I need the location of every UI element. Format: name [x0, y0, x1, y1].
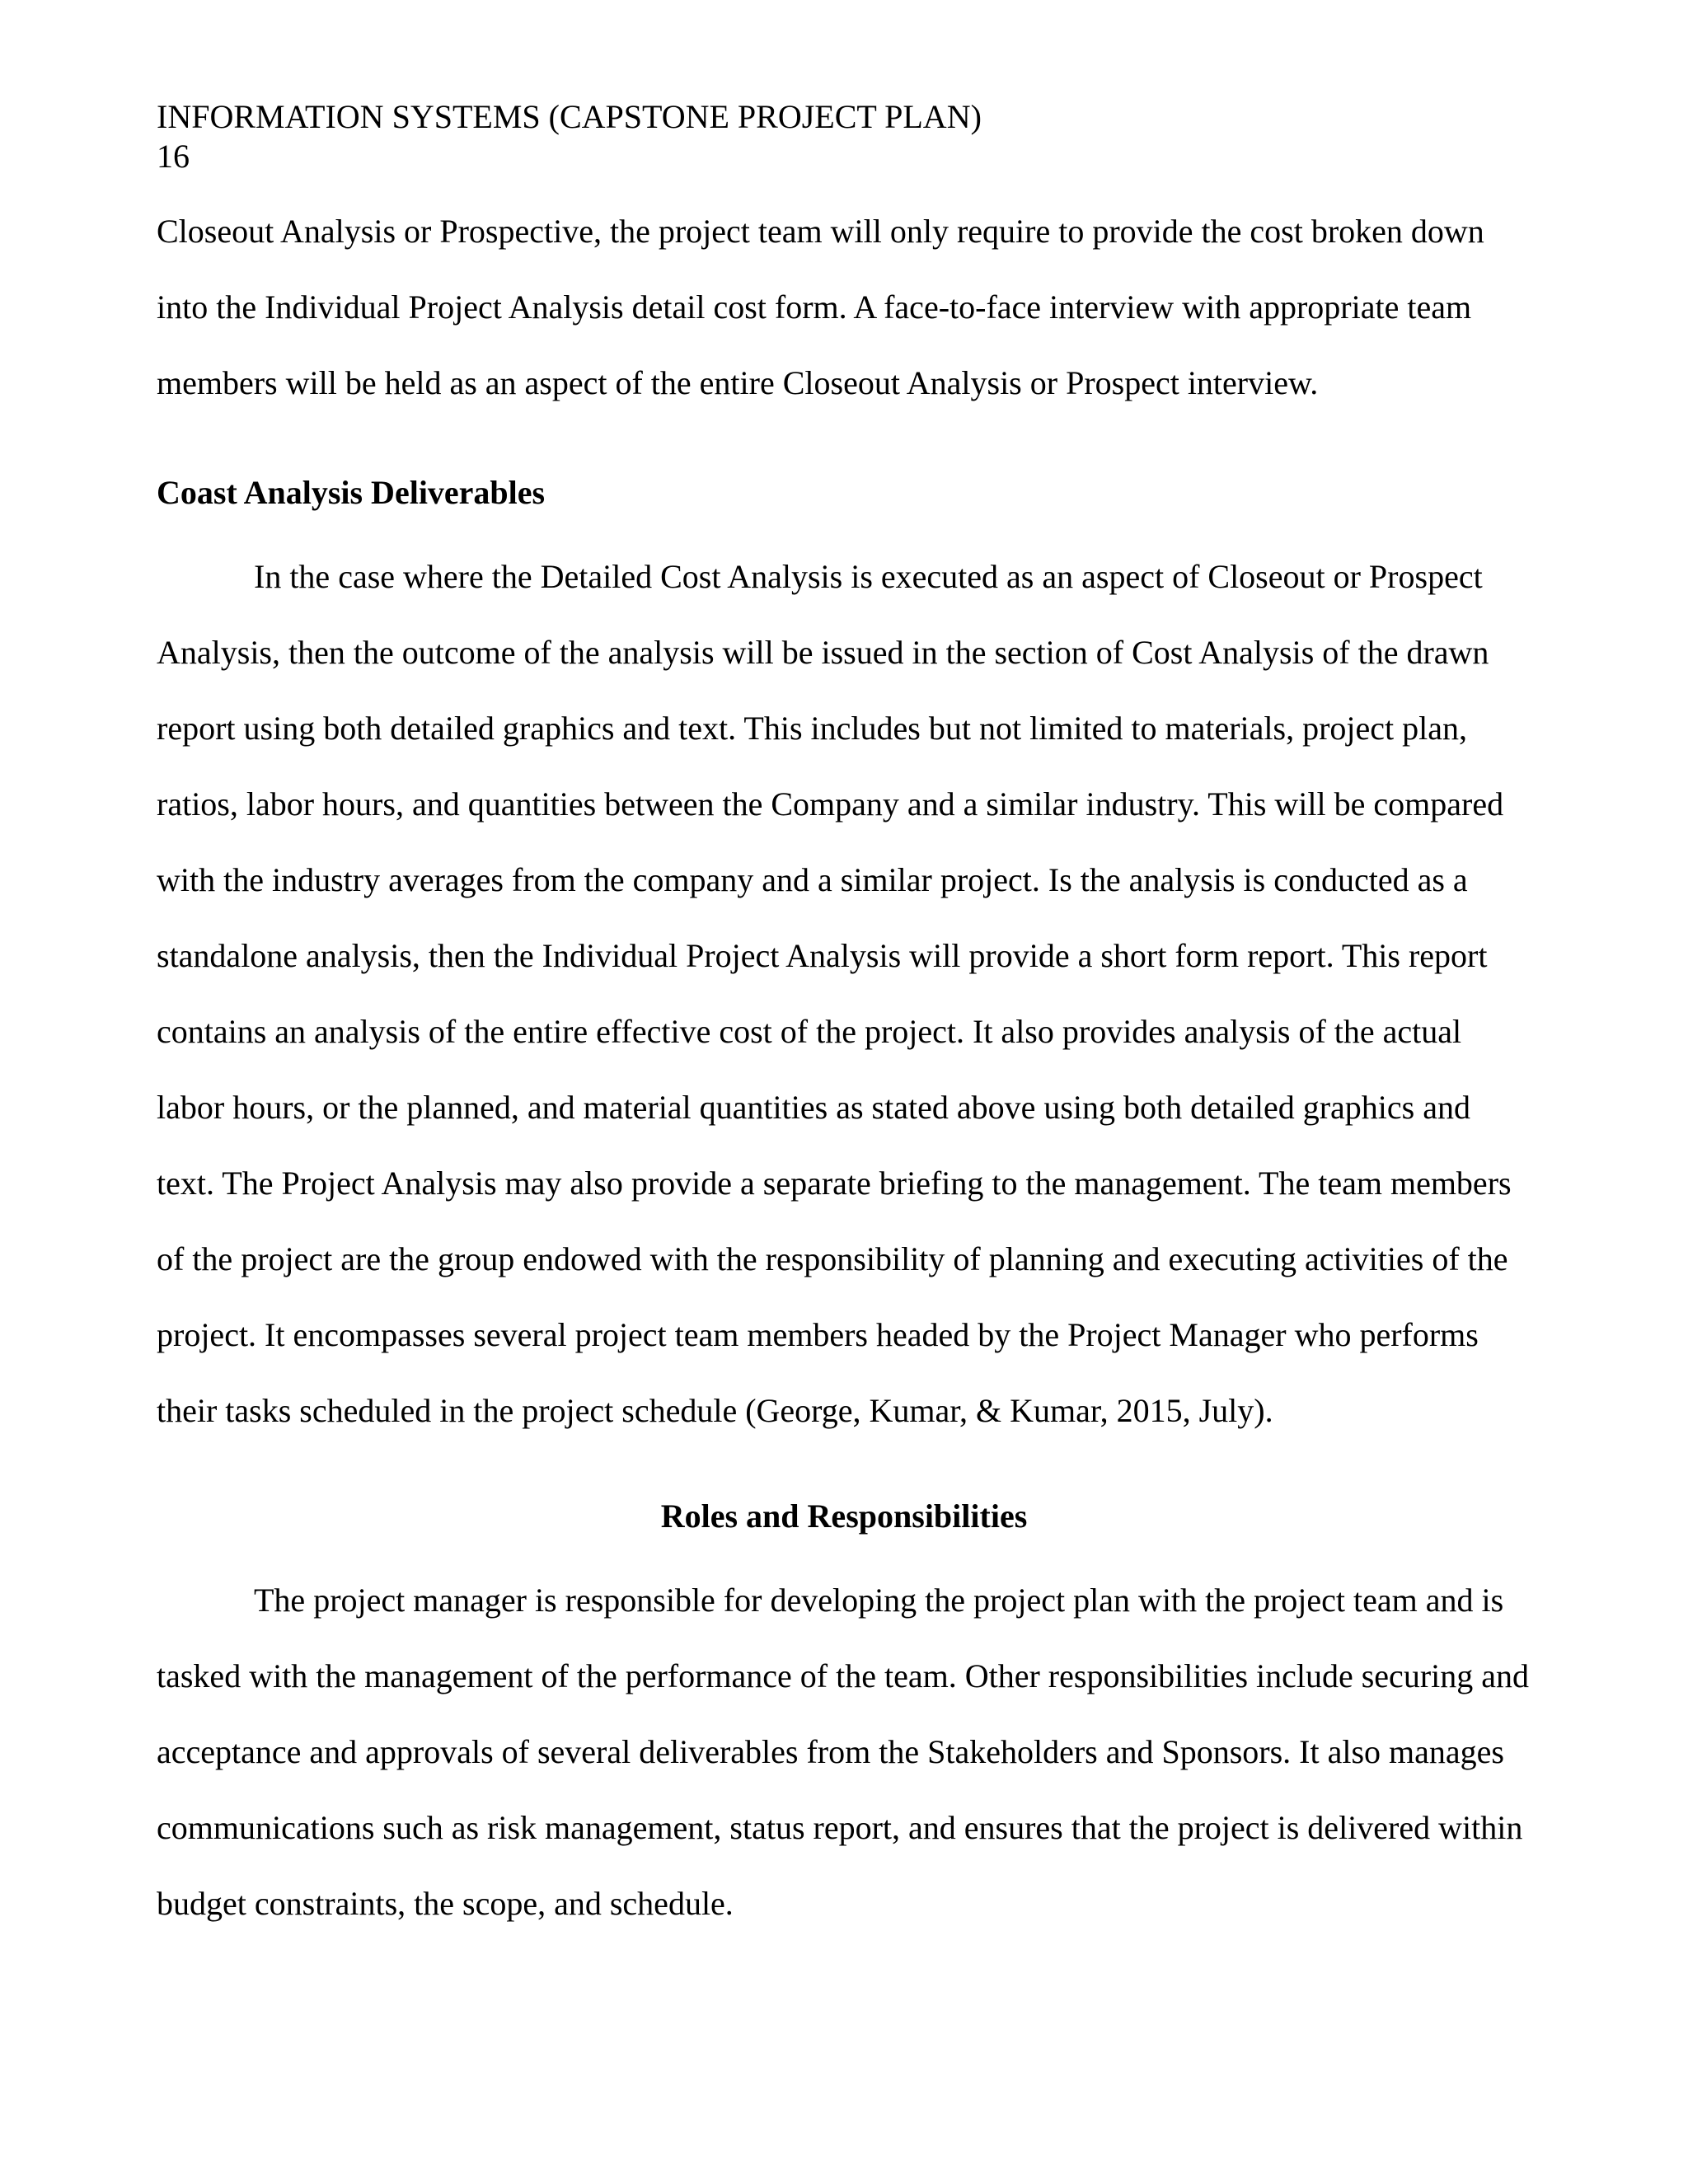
running-header-title: INFORMATION SYSTEMS (CAPSTONE PROJECT PLAN) — [157, 98, 982, 135]
roles-paragraph: The project manager is responsible for developing the project plan with the project team and is tasked with the management of the performance of the team. Other responsibilities include securing and acceptance and approvals of several deliverables from the Stakeholders and Sponsors. It also manages communications such as risk management, status report, and ensures that the project is delivered within budget constraints, the scope, and schedule. — [157, 1582, 1529, 1922]
cost-analysis-paragraph: In the case where the Detailed Cost Analysis is executed as an aspect of Closeout or Prospect Analysis, then the outcome of the analysis will be issued in the section of Cost Analysis of the drawn report using both detailed graphics and text. This includes but not limited to materials, project plan, ratios, labor hours, and quantities between the Company and a similar industry. This will be compared with the industry averages from the company and a similar project. Is the analysis is conducted as a standalone analysis, then the Individual Project Analysis will provide a short form report. This report contains an analysis of the entire effective cost of the project. It also provides analysis of the actual labor hours, or the planned, and material quantities as stated above using both detailed graphics and text. The Project Analysis may also provide a separate briefing to the management. The team members of the project are the group endowed with the responsibility of planning and executing activities of the project. It encompasses several project team members headed by the Project Manager who performs their tasks scheduled in the project schedule (George, Kumar, & Kumar, 2015, July). — [157, 558, 1512, 1429]
section-heading-roles-and-responsibilities: Roles and Responsibilities — [660, 1497, 1028, 1535]
intro-paragraph: Closeout Analysis or Prospective, the project team will only require to provide the cost broken down into the Individual Project Analysis detail cost form. A face-to-face interview with appropriate team members will be held as an aspect of the entire Closeout Analysis or Prospect interview. — [157, 213, 1484, 401]
section-heading-cost-analysis-deliverables: Coast Analysis Deliverables — [157, 474, 546, 511]
page-number: 16 — [157, 138, 190, 175]
